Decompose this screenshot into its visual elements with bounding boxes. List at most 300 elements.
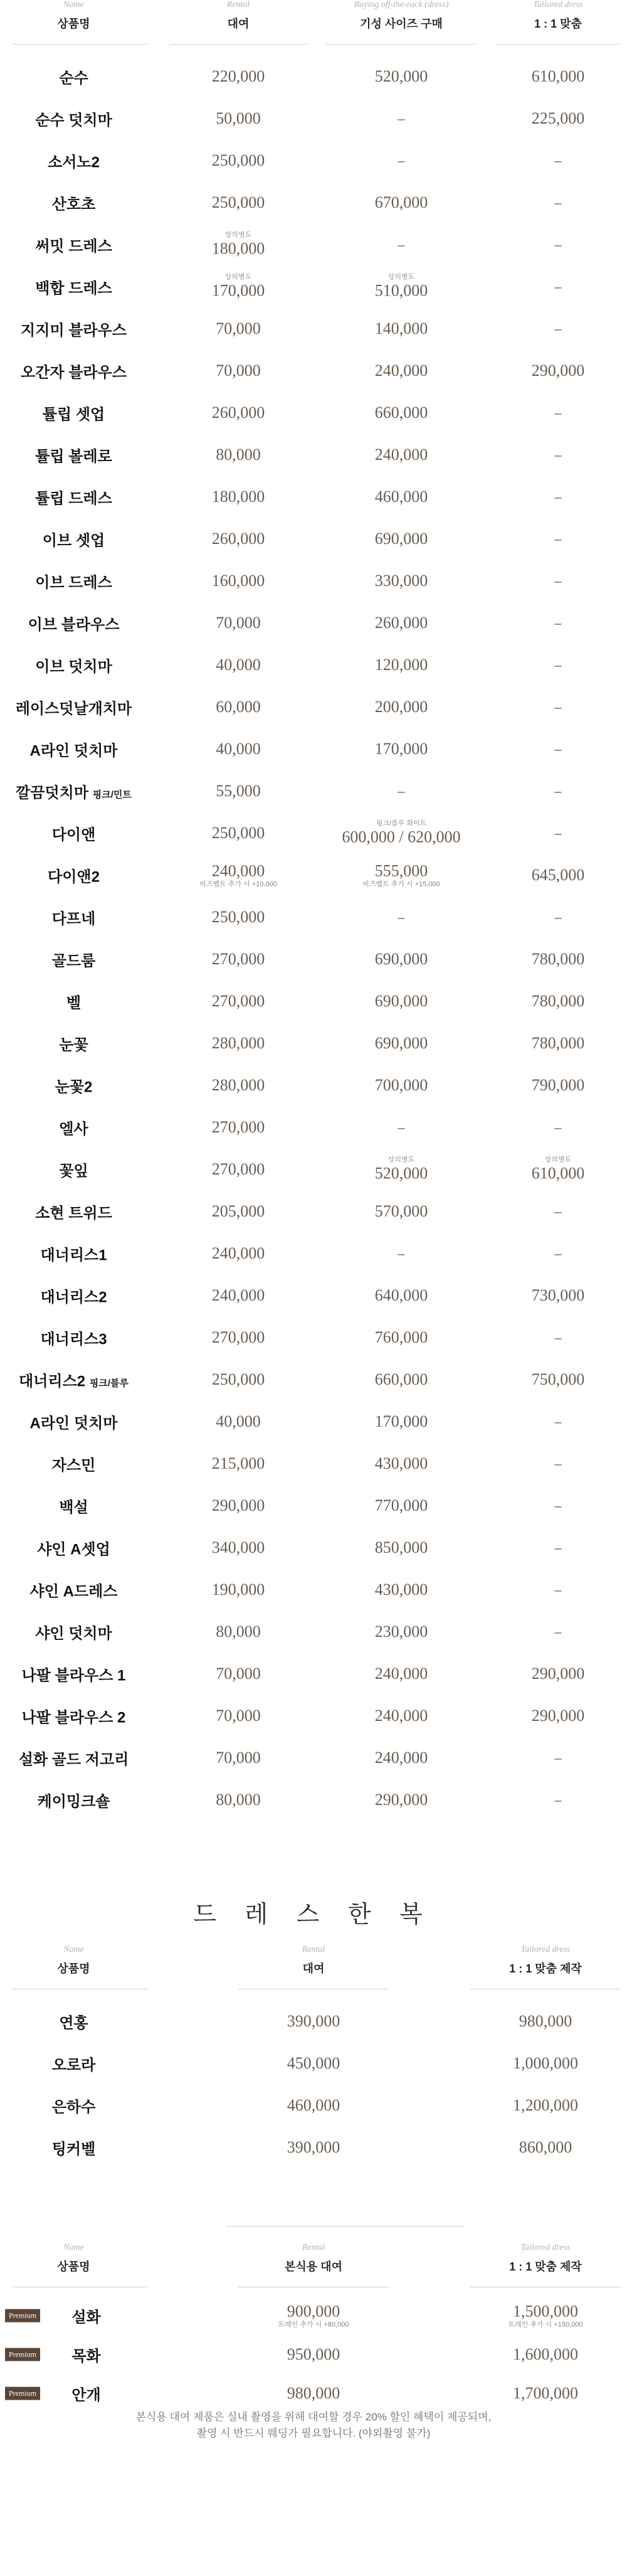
buy-cell <box>320 235 483 254</box>
rental-price: 250,000 <box>211 151 265 169</box>
rental-price: 40,000 <box>216 655 261 674</box>
rental-cell <box>163 861 314 888</box>
buy-cell <box>320 1706 483 1725</box>
product-name <box>0 528 147 550</box>
tailor-cell <box>489 1412 627 1431</box>
table-row <box>0 1064 627 1106</box>
rental-cell <box>163 1791 314 1809</box>
tailor-price: – <box>554 1329 562 1345</box>
tailor-cell <box>489 740 627 758</box>
rental-cell <box>163 950 314 969</box>
tailor-cell <box>489 109 627 128</box>
buy-price: 520,000 <box>374 67 428 85</box>
table-row <box>0 518 627 560</box>
tailor-price: – <box>554 782 562 799</box>
header-name-kr: 상품명 <box>57 1962 90 1975</box>
product-name <box>0 359 147 381</box>
product-name <box>0 948 147 970</box>
product-name <box>0 864 147 886</box>
header-rental <box>232 2243 395 2274</box>
rental-cell <box>163 1286 314 1305</box>
rental-price: 280,000 <box>211 1033 265 1052</box>
tailor-cell <box>464 2012 627 2031</box>
buy-cell <box>320 1580 483 1599</box>
product-name <box>0 696 147 718</box>
buy-cell <box>320 861 483 888</box>
rental-price: 60,000 <box>216 697 261 716</box>
tailor-cell <box>489 1034 627 1053</box>
tailor-price: – <box>554 1791 562 1807</box>
tailor-cell <box>489 530 627 548</box>
tailor-price: – <box>554 1455 562 1471</box>
header-tailor-kr: 1 : 1 맞춤 <box>534 18 582 30</box>
tailor-cell <box>464 2345 627 2364</box>
product-name <box>0 1494 147 1516</box>
rental-price: 270,000 <box>211 949 265 968</box>
product-name-text: 대너리스2 <box>40 1289 107 1306</box>
table-row <box>0 980 627 1022</box>
product-name: 은하수 <box>51 2099 96 2116</box>
product-name-text: 설화 골드 저고리 <box>18 1751 129 1768</box>
rental-price: 340,000 <box>211 1538 265 1557</box>
rental-cell <box>163 231 314 258</box>
buy-price: 240,000 <box>374 1706 428 1725</box>
rental-cell <box>163 1664 314 1683</box>
header-buy-kr: 기성 사이즈 구매 <box>360 18 443 30</box>
buy-cell <box>320 819 483 846</box>
table-row <box>0 181 627 223</box>
table-row <box>0 1737 627 1779</box>
buy-cell <box>320 1412 483 1431</box>
rental-cell <box>163 1118 314 1137</box>
buy-price: – <box>398 1245 405 1261</box>
tailor-cell <box>489 950 627 969</box>
product-name: 안개 <box>71 2387 101 2404</box>
product-name <box>0 1410 147 1432</box>
tailor-price: – <box>554 824 562 841</box>
tailor-cell <box>489 656 627 674</box>
table-row <box>0 97 627 139</box>
rental-cell <box>163 992 314 1011</box>
buy-price: 330,000 <box>374 571 428 590</box>
tailor-cell <box>489 67 627 86</box>
header-tailor <box>464 1945 627 1976</box>
header-underline <box>326 44 477 45</box>
buy-price: 430,000 <box>374 1580 428 1599</box>
footnote <box>0 2409 627 2442</box>
tailor-price: – <box>554 572 562 588</box>
table-row <box>0 2042 627 2084</box>
table-row <box>0 434 627 476</box>
tailor-cell <box>489 319 627 338</box>
header-underline <box>495 44 621 45</box>
buy-price: 230,000 <box>374 1622 428 1641</box>
tailor-cell <box>489 1156 627 1183</box>
product-name-text: 이브 셋업 <box>42 532 105 549</box>
tailor-price: 780,000 <box>531 949 585 968</box>
product-name <box>0 1578 147 1600</box>
tailor-cell <box>489 1580 627 1599</box>
buy-note: 핑크/블루 화이트 <box>376 819 427 827</box>
tailor-cell <box>489 193 627 212</box>
buy-price: 660,000 <box>374 1370 428 1388</box>
rental-cell <box>163 487 314 506</box>
rental-price: 70,000 <box>216 613 261 632</box>
rental-price: 190,000 <box>211 1580 265 1599</box>
rental-price: 260,000 <box>211 529 265 548</box>
rental-cell <box>163 193 314 212</box>
footnote-line-1: 본식용 대여 제품은 실내 촬영을 위해 대여할 경우 20% 할인 혜택이 제공되며, <box>135 2411 492 2423</box>
product-name-text: 깔끔덧치마 <box>16 784 89 801</box>
table-row <box>0 644 627 686</box>
tailor-cell <box>489 277 627 296</box>
table-row <box>0 1568 627 1610</box>
product-name-text: 순수 <box>59 70 88 87</box>
product-name-text: 써밋 드레스 <box>35 238 112 255</box>
buy-cell <box>320 487 483 506</box>
table-row <box>0 1442 627 1484</box>
product-name-text: A라인 덧치마 <box>29 742 118 759</box>
tailor-price: – <box>554 1539 562 1555</box>
table-row <box>0 560 627 602</box>
product-name-text: 엘사 <box>59 1120 88 1137</box>
tailor-cell <box>489 1118 627 1137</box>
tailor-price: 980,000 <box>519 2011 572 2030</box>
product-name <box>0 654 147 676</box>
product-name <box>0 402 147 423</box>
rental-price: 50,000 <box>216 109 261 127</box>
product-name <box>0 65 147 87</box>
tailor-price: – <box>554 1623 562 1639</box>
product-name <box>0 1452 147 1474</box>
product-name-text: 이브 드레스 <box>35 574 112 591</box>
rental-price: 205,000 <box>211 1201 265 1220</box>
table-row <box>0 2126 627 2168</box>
product-name-text: 튤립 볼레로 <box>35 448 112 465</box>
rental-cell <box>163 67 314 86</box>
tailor-price: 1,000,000 <box>513 2053 578 2072</box>
buy-cell <box>320 109 483 128</box>
buy-cell <box>320 445 483 464</box>
table-row <box>0 1022 627 1064</box>
buy-price: – <box>398 152 405 168</box>
product-name <box>0 486 147 508</box>
tailor-price: – <box>554 152 562 168</box>
rental-price: 170,000 <box>211 281 265 299</box>
rental-cell <box>232 2012 395 2031</box>
buy-cell <box>320 1244 483 1263</box>
buy-price: – <box>398 236 405 252</box>
product-name-text: 지지미 블라우스 <box>21 322 127 339</box>
header-buy <box>320 0 483 31</box>
buy-price: 240,000 <box>374 1664 428 1683</box>
tailor-cell <box>489 1076 627 1095</box>
buy-price: 520,000 <box>374 1164 428 1182</box>
tailor-price: – <box>554 446 562 462</box>
table-row <box>0 265 627 307</box>
rental-price: 270,000 <box>211 1117 265 1136</box>
tailor-price: 730,000 <box>531 1285 585 1304</box>
rental-price: 950,000 <box>287 2345 340 2363</box>
rental-price: 70,000 <box>216 361 261 380</box>
buy-cell <box>320 67 483 86</box>
tailor-cell <box>489 1748 627 1767</box>
table-row <box>0 2335 627 2374</box>
rental-cell <box>163 109 314 128</box>
buy-cell <box>320 1664 483 1683</box>
table-row <box>0 1274 627 1316</box>
buy-price: – <box>398 1119 405 1135</box>
rental-cell <box>232 2054 395 2073</box>
buy-cell <box>320 572 483 590</box>
buy-cell <box>320 403 483 422</box>
buy-cell <box>320 273 483 300</box>
rental-price: 80,000 <box>216 445 261 464</box>
buy-price: 700,000 <box>374 1075 428 1094</box>
rental-cell <box>163 698 314 716</box>
buy-cell <box>320 782 483 801</box>
product-name-text: 샤인 A드레스 <box>29 1583 118 1600</box>
tailor-price: 1,600,000 <box>513 2345 578 2363</box>
tailor-price: 1,200,000 <box>513 2095 578 2114</box>
table-row <box>0 896 627 938</box>
rental-sub-note: 트레인 추가 시 +80,000 <box>278 2321 349 2329</box>
buy-price: 690,000 <box>374 529 428 548</box>
product-name <box>0 191 147 213</box>
tailor-cell <box>489 151 627 170</box>
tailor-cell <box>489 1202 627 1221</box>
tailor-price: – <box>554 194 562 210</box>
buy-price: 290,000 <box>374 1790 428 1809</box>
rental-cell <box>163 361 314 380</box>
rental-price: 220,000 <box>211 67 265 85</box>
tailor-price: 645,000 <box>531 865 585 884</box>
buy-price: 690,000 <box>374 991 428 1010</box>
product-name-suffix: 핑크/블루 <box>89 1378 129 1388</box>
tailor-price: 290,000 <box>531 1706 585 1725</box>
table-row <box>0 2084 627 2126</box>
product-name-text: 나팔 블라우스 1 <box>21 1667 126 1684</box>
buy-cell <box>320 1118 483 1137</box>
rental-price: 250,000 <box>211 193 265 211</box>
rental-cell <box>163 1580 314 1599</box>
rental-price: 250,000 <box>211 823 265 842</box>
product-name <box>0 1705 147 1727</box>
tailor-cell <box>464 2138 627 2157</box>
rental-cell <box>163 1622 314 1641</box>
tailor-sub-note: 트레인 추가 시 +150,000 <box>508 2321 583 2329</box>
product-name-text: 자스민 <box>51 1457 96 1474</box>
rental-price: 280,000 <box>211 1075 265 1094</box>
tailor-cell <box>489 487 627 506</box>
buy-price: 555,000 <box>374 861 428 880</box>
header-name <box>0 1945 147 1976</box>
header-name-kr: 상품명 <box>57 2260 90 2273</box>
tailor-price: – <box>554 614 562 631</box>
header-tailor <box>464 2243 627 2274</box>
rental-cell <box>163 1328 314 1347</box>
product-name <box>0 738 147 760</box>
product-name-text: 케이밍크숄 <box>37 1793 110 1810</box>
product-name-text: 산호초 <box>51 196 96 213</box>
tailor-cell <box>489 445 627 464</box>
tailor-price: 290,000 <box>531 361 585 380</box>
rental-cell <box>163 151 314 170</box>
product-name <box>0 990 147 1012</box>
header-tailor <box>489 0 627 31</box>
table-row <box>0 1695 627 1737</box>
product-name-text: 백설 <box>59 1499 88 1516</box>
tailor-price: 780,000 <box>531 991 585 1010</box>
product-name-text: 다이앤2 <box>48 868 100 885</box>
buy-price: 640,000 <box>374 1285 428 1304</box>
table-row <box>0 728 627 770</box>
rental-cell <box>163 1748 314 1767</box>
buy-cell <box>320 740 483 758</box>
product-name-text: A라인 덧치마 <box>29 1415 118 1432</box>
buy-cell <box>320 361 483 380</box>
footnote-line-2: 촬영 시 반드시 웨딩가 필요합니다. (야외촬영 불가) <box>196 2427 431 2439</box>
buy-price: 460,000 <box>374 487 428 506</box>
product-name <box>0 107 147 129</box>
table-row <box>0 1106 627 1148</box>
section-title-dress-hanbok: 드 레 스 한 복 <box>193 1902 434 1928</box>
tailor-price: 225,000 <box>531 109 585 127</box>
buy-note: 상의별도 <box>387 273 415 280</box>
product-name <box>0 822 147 844</box>
header-rental-kr: 대여 <box>302 1962 325 1975</box>
rental-note: 상의별도 <box>224 273 252 280</box>
header-name-en: Name <box>63 2243 84 2252</box>
tailor-cell <box>489 614 627 632</box>
product-name-text: 이브 블라우스 <box>28 616 120 633</box>
product-name <box>0 1368 147 1390</box>
rental-cell <box>232 2384 395 2403</box>
header-name <box>0 0 147 31</box>
rental-cell <box>232 2302 395 2329</box>
rental-sub-note: 비즈벨트 추가 시 +10,000 <box>199 880 277 888</box>
product-name-text: 샤인 덧치마 <box>35 1625 112 1642</box>
buy-price: 240,000 <box>374 1748 428 1767</box>
product-name <box>0 275 147 297</box>
tailor-cell <box>489 1664 627 1683</box>
rental-price: 70,000 <box>216 1706 261 1725</box>
header-name-en: Name <box>63 0 84 9</box>
product-name-text: 다프네 <box>51 910 96 927</box>
rental-cell <box>163 740 314 758</box>
header-tailor-en: Tailored dress <box>520 2243 571 2252</box>
buy-cell <box>320 319 483 338</box>
tailor-price: 1,500,000 <box>513 2302 578 2321</box>
buy-cell <box>320 1286 483 1305</box>
buy-price: 200,000 <box>374 697 428 716</box>
product-name-text: 튤립 드레스 <box>35 490 112 507</box>
rental-price: 450,000 <box>287 2053 340 2072</box>
buy-price: 690,000 <box>374 949 428 968</box>
buy-sub-note: 비즈벨트 추가 시 +15,000 <box>362 880 440 888</box>
rental-price: 460,000 <box>287 2095 340 2114</box>
header-name <box>0 2243 147 2274</box>
buy-price: 760,000 <box>374 1328 428 1346</box>
tailor-cell <box>489 782 627 801</box>
buy-cell <box>320 992 483 1011</box>
rental-cell <box>163 1202 314 1221</box>
tailor-cell <box>489 403 627 422</box>
tailor-cell <box>489 1622 627 1641</box>
buy-cell <box>320 950 483 969</box>
buy-cell <box>320 1496 483 1515</box>
buy-price: 170,000 <box>374 1412 428 1430</box>
table-row <box>0 1232 627 1274</box>
tailor-price: – <box>554 236 562 252</box>
rental-cell <box>163 1370 314 1389</box>
header-buy-en: Buying off-the-rack (dress) <box>354 0 449 9</box>
buy-cell <box>320 1370 483 1389</box>
header-rental-en: Rental <box>302 2243 325 2252</box>
product-name-text: 나팔 블라우스 2 <box>21 1709 126 1726</box>
tailor-cell <box>489 1538 627 1557</box>
tailor-price: – <box>554 1749 562 1765</box>
rental-note: 상의별도 <box>224 231 252 238</box>
tailor-price: 290,000 <box>531 1664 585 1683</box>
rental-price: 70,000 <box>216 1748 261 1767</box>
tailor-cell <box>489 992 627 1011</box>
product-name-text: 눈꽃2 <box>55 1078 93 1095</box>
rental-price: 70,000 <box>216 1664 261 1683</box>
rental-cell <box>163 1244 314 1263</box>
table-row <box>0 602 627 644</box>
table-row <box>0 2374 627 2413</box>
product-name-text: 대너리스3 <box>40 1331 107 1348</box>
buy-price: 240,000 <box>374 445 428 464</box>
buy-price: 120,000 <box>374 655 428 674</box>
buy-cell <box>320 151 483 170</box>
buy-price: 430,000 <box>374 1454 428 1472</box>
tailor-cell <box>489 1286 627 1305</box>
table-row <box>0 686 627 728</box>
header-rental <box>163 0 314 31</box>
rental-cell <box>163 1454 314 1473</box>
tailor-cell <box>489 1370 627 1389</box>
rental-price: 240,000 <box>211 861 265 880</box>
tailor-cell <box>489 1496 627 1515</box>
header-rental-en: Rental <box>226 0 250 9</box>
buy-price: 770,000 <box>374 1496 428 1514</box>
tailor-cell <box>464 2384 627 2403</box>
buy-cell <box>320 1538 483 1557</box>
buy-price: 660,000 <box>374 403 428 422</box>
header-tailor-kr: 1 : 1 맞춤 제작 <box>509 1962 582 1975</box>
product-name <box>0 444 147 466</box>
rental-cell <box>163 824 314 843</box>
rental-price: 390,000 <box>287 2011 340 2030</box>
header-rental-kr: 대여 <box>227 18 250 30</box>
table-row <box>0 1779 627 1821</box>
rental-cell <box>163 1496 314 1515</box>
table-row <box>0 55 627 97</box>
product-name-suffix: 핑크/민트 <box>92 789 132 800</box>
rental-price: 900,000 <box>287 2302 340 2321</box>
buy-cell <box>320 1034 483 1053</box>
rental-price: 270,000 <box>211 1328 265 1346</box>
rental-cell <box>163 1076 314 1095</box>
product-name <box>0 1326 147 1348</box>
product-name <box>0 1032 147 1054</box>
tailor-price: – <box>554 908 562 925</box>
table-row <box>0 391 627 434</box>
product-name-text: 대너리스1 <box>40 1247 107 1264</box>
tailor-price: – <box>554 530 562 546</box>
